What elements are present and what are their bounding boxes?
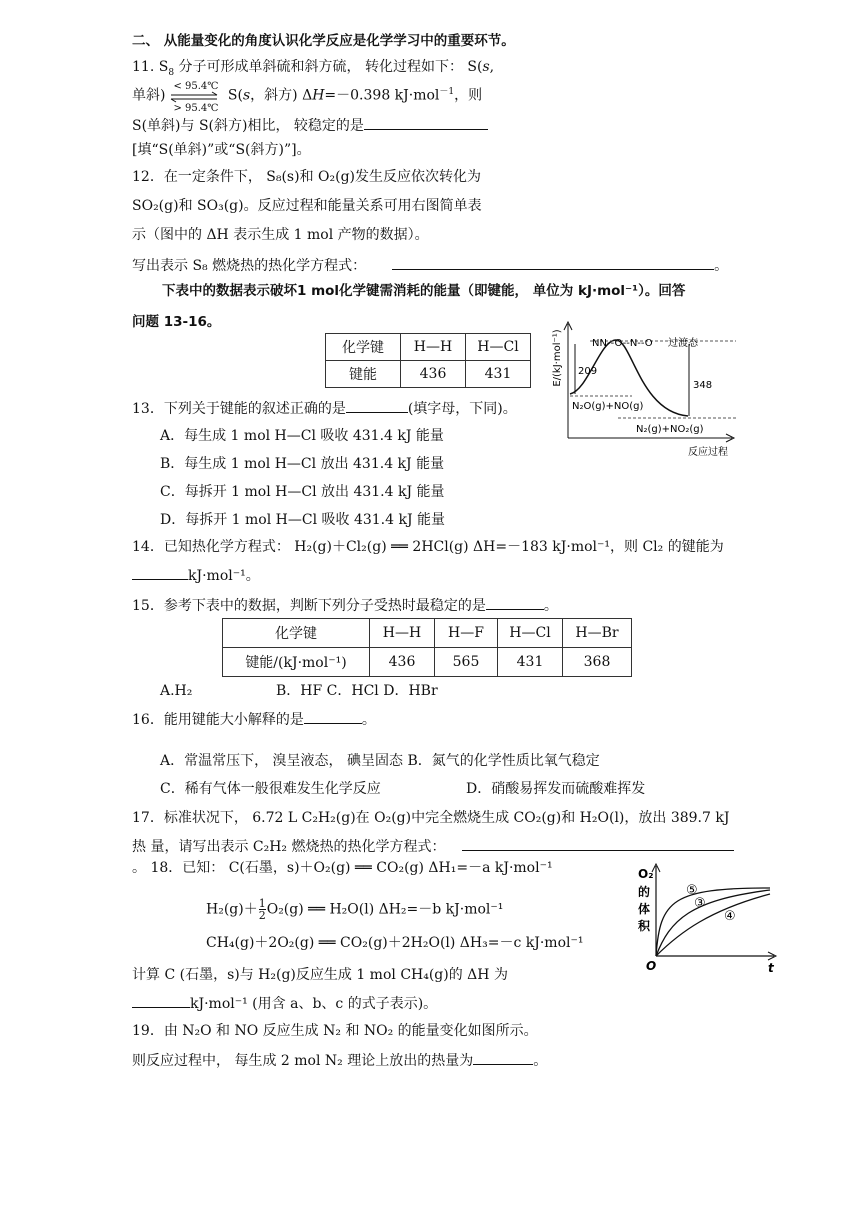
table-header-cell: H—H xyxy=(401,334,466,361)
table-cell: 436 xyxy=(370,648,435,677)
table-cell: 368 xyxy=(563,648,632,677)
q16-option-c: C．稀有气体一般很难发生化学反应 xyxy=(160,781,381,797)
table-header-cell: 化学键 xyxy=(223,619,370,648)
table-intro-line1: 下表中的数据表示破坏1 mol化学键需消耗的能量（即键能， 单位为 kJ·mol⁻¹）。回答 xyxy=(162,283,686,299)
y-axis-label-4: 积 xyxy=(638,919,651,933)
q18-answer-blank[interactable] xyxy=(132,993,190,1008)
y-axis-label-2: 的 xyxy=(638,885,651,899)
one-half-fraction: $\frac{1}{2}$ xyxy=(258,897,266,922)
table-cell: 431 xyxy=(498,648,563,677)
q12-line4: 写出表示 S₈ 燃烧热的热化学方程式： 。 xyxy=(132,255,728,276)
q12-line2: SO₂(g)和 SO₃(g)。反应过程和能量关系可用右图简单表 xyxy=(132,198,482,214)
q16-answer-blank[interactable] xyxy=(304,709,362,724)
q17-line2: 热 量，请写出表示 C₂H₂ 燃烧热的热化学方程式： xyxy=(132,836,734,857)
products-label: N₂(g)+NO₂(g) xyxy=(636,424,704,435)
q13-option-d: D．每拆开 1 mol H—Cl 吸收 431.4 kJ 能量 xyxy=(160,512,446,528)
reaction-axis-label: 反应过程 xyxy=(688,447,728,458)
q11-answer-blank[interactable] xyxy=(364,115,488,130)
reactants-label: N₂O(g)+NO(g) xyxy=(572,401,644,412)
energy-drop-label: 348 xyxy=(693,380,713,391)
curve-5 xyxy=(656,888,770,956)
table-intro-line2: 问题 13-16。 xyxy=(132,314,221,330)
q19-answer-blank[interactable] xyxy=(473,1050,533,1065)
q15-options-bcd: B．HF C．HCl D．HBr xyxy=(276,683,438,699)
q16-option-d: D．硝酸易挥发而硫酸难挥发 xyxy=(466,781,646,797)
q13-option-a: A．每生成 1 mol H—Cl 吸收 431.4 kJ 能量 xyxy=(160,428,444,444)
q12-line1: 12．在一定条件下， S₈(s)和 O₂(g)发生反应依次转化为 xyxy=(132,169,482,185)
q14-answer-blank[interactable] xyxy=(132,565,188,580)
activation-energy-label: 209 xyxy=(578,366,598,377)
section-heading: 二、 从能量变化的角度认识化学反应是化学学习中的重要环节。 xyxy=(132,33,515,49)
q13-option-c: C．每拆开 1 mol H—Cl 放出 431.4 kJ 能量 xyxy=(160,484,445,500)
q18-line2: H₂(g)＋ $\frac{1}{2}$ O₂(g) ══ H₂O(l) ΔH₂=－b kJ·mol⁻¹ xyxy=(206,897,504,922)
energy-axis-label: E/(kJ·mol⁻¹) xyxy=(552,329,563,387)
q12-answer-blank[interactable] xyxy=(392,255,714,270)
table-cell: 键能/(kJ·mol⁻¹) xyxy=(223,648,370,677)
q15-stem: 15．参考下表中的数据，判断下列分子受热时最稳定的是 。 xyxy=(132,595,558,616)
table-header-cell: H—Cl xyxy=(498,619,563,648)
q19-line1: 19．由 N₂O 和 NO 反应生成 N₂ 和 NO₂ 的能量变化如图所示。 xyxy=(132,1023,538,1039)
curve-5-label: ⑤ xyxy=(686,883,698,898)
bond-energy-table-1 xyxy=(325,333,531,388)
q13-answer-blank[interactable] xyxy=(346,398,408,413)
q11-line3: S(单斜)与 S(斜方)相比， 较稳定的是 xyxy=(132,115,488,136)
q13-stem: 13．下列关于键能的叙述正确的是 (填字母，下同)。 xyxy=(132,398,517,419)
y-axis-label-1: O₂ xyxy=(638,867,654,881)
q16-stem: 16．能用键能大小解释的是 。 xyxy=(132,709,376,730)
q11-line2: 单斜) < 95.4℃ > 95.4℃ S(s，斜方) ΔH=－0.398 kJ·mol$^{-1}$，则 xyxy=(132,80,483,114)
q17-answer-blank[interactable] xyxy=(462,836,734,851)
q14-line2: kJ·mol⁻¹。 xyxy=(132,565,260,586)
q19-line2: 则反应过程中， 每生成 2 mol N₂ 理论上放出的热量为 。 xyxy=(132,1050,547,1071)
q18-line5: kJ·mol⁻¹ (用含 a、b、c 的式子表示)。 xyxy=(132,993,437,1014)
q14-line1: 14．已知热化学方程式： H₂(g)＋Cl₂(g) ══ 2HCl(g) ΔH=－183 kJ·mol⁻¹，则 Cl₂ 的键能为 xyxy=(132,539,724,555)
curve-3 xyxy=(656,890,770,956)
q17-line1: 17．标准状况下， 6.72 L C₂H₂(g)在 O₂(g)中完全燃烧生成 CO₂(g)和 H₂O(l)，放出 389.7 kJ xyxy=(132,810,730,826)
curve-4 xyxy=(656,894,770,956)
table-header-cell: H—Br xyxy=(563,619,632,648)
transition-state-label: 过渡态 xyxy=(668,338,698,349)
q15-answer-blank[interactable] xyxy=(486,595,544,610)
table-cell: 565 xyxy=(435,648,498,677)
table-cell: 键能 xyxy=(326,361,401,388)
q18-line3: CH₄(g)＋2O₂(g) ══ CO₂(g)＋2H₂O(l) ΔH₃=－c kJ·mol⁻¹ xyxy=(206,935,584,951)
curve-4-label: ④ xyxy=(724,909,736,924)
energy-profile-diagram xyxy=(548,316,740,460)
q15-option-a: A.H₂ xyxy=(160,683,193,699)
q13-option-b: B．每生成 1 mol H—Cl 放出 431.4 kJ 能量 xyxy=(160,456,445,472)
q11-line4: [填“S(单斜)”或“S(斜方)”]。 xyxy=(132,142,311,158)
q16-options-ab: A．常温常压下， 溴呈液态， 碘呈固态 B．氮气的化学性质比氧气稳定 xyxy=(160,753,600,769)
time-axis-label: t xyxy=(768,961,774,975)
q11-line1: 11. $S_8$ 分子可形成单斜硫和斜方硫， 转化过程如下： S(s, xyxy=(132,59,495,78)
table-header-cell: H—F xyxy=(435,619,498,648)
y-axis-label-3: 体 xyxy=(638,902,651,916)
q18-line1: 。 18．已知： C(石墨，s)＋O₂(g) ══ CO₂(g) ΔH₁=－a kJ·mol⁻¹ xyxy=(132,860,553,876)
origin-label: O xyxy=(646,959,657,973)
transition-structure-label: NN--O--N--O xyxy=(592,338,653,349)
q18-line4: 计算 C (石墨，s)与 H₂(g)反应生成 1 mol CH₄(g)的 ΔH 为 xyxy=(132,967,508,983)
o2-volume-graph xyxy=(630,860,780,980)
table-header-cell: H—Cl xyxy=(466,334,531,361)
table-cell: 431 xyxy=(466,361,531,388)
table-cell: 436 xyxy=(401,361,466,388)
q12-line3: 示（图中的 ΔH 表示生成 1 mol 产物的数据）。 xyxy=(132,227,429,243)
table-header-cell: 化学键 xyxy=(326,334,401,361)
equilibrium-arrow: < 95.4℃ > 95.4℃ xyxy=(165,86,223,106)
curve-3-label: ③ xyxy=(694,896,706,911)
table-header-cell: H—H xyxy=(370,619,435,648)
bond-energy-table-2 xyxy=(222,618,632,677)
